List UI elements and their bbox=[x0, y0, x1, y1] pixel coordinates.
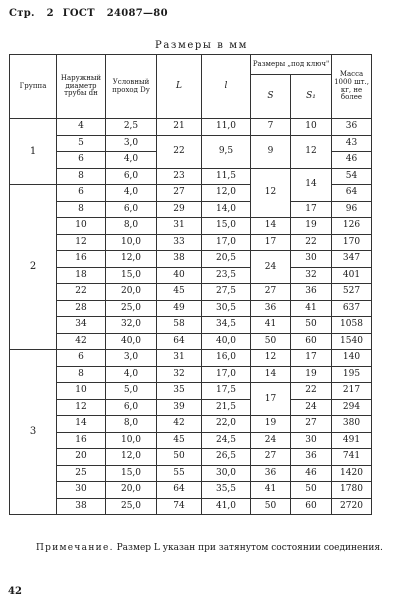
cell-l: 17,5 bbox=[202, 383, 251, 400]
cell-L: 29 bbox=[157, 201, 202, 218]
table-caption: Размеры в мм bbox=[155, 40, 248, 51]
page-header bbox=[9, 8, 168, 19]
cell-outer-diameter: 5 bbox=[57, 135, 106, 152]
cell-L: 23 bbox=[157, 168, 202, 185]
cell-L: 22 bbox=[157, 135, 202, 168]
cell-S: 9 bbox=[251, 135, 291, 168]
cell-S1: 30 bbox=[291, 432, 332, 449]
col-length-l: l bbox=[202, 55, 251, 119]
cell-mass: 637 bbox=[332, 300, 372, 317]
cell-mass: 195 bbox=[332, 366, 372, 383]
table-row bbox=[10, 465, 372, 482]
cell-nominal-bore: 4,0 bbox=[106, 152, 157, 169]
cell-outer-diameter: 6 bbox=[57, 350, 106, 367]
cell-mass: 96 bbox=[332, 201, 372, 218]
cell-mass: 64 bbox=[332, 185, 372, 202]
page-num: 2 bbox=[46, 8, 54, 19]
col-mass: Масса 1000 шт., кг, не более bbox=[332, 55, 372, 119]
cell-S1: 10 bbox=[291, 119, 332, 136]
col-S: S bbox=[251, 75, 291, 119]
col-S1: S₁ bbox=[291, 75, 332, 119]
cell-L: 55 bbox=[157, 465, 202, 482]
cell-L: 49 bbox=[157, 300, 202, 317]
cell-S: 17 bbox=[251, 234, 291, 251]
cell-L: 35 bbox=[157, 383, 202, 400]
footnote-text: Размер L указан при затянутом состоянии соединения. bbox=[116, 543, 383, 553]
cell-outer-diameter: 8 bbox=[57, 366, 106, 383]
cell-S: 27 bbox=[251, 284, 291, 301]
cell-l: 40,0 bbox=[202, 333, 251, 350]
cell-outer-diameter: 22 bbox=[57, 284, 106, 301]
cell-nominal-bore: 3,0 bbox=[106, 350, 157, 367]
dimensions-table bbox=[9, 54, 372, 515]
cell-S1: 17 bbox=[291, 201, 332, 218]
table-row bbox=[10, 482, 372, 499]
cell-nominal-bore: 2,5 bbox=[106, 119, 157, 136]
cell-nominal-bore: 5,0 bbox=[106, 383, 157, 400]
cell-nominal-bore: 12,0 bbox=[106, 251, 157, 268]
col-length-L: L bbox=[157, 55, 202, 119]
cell-S: 50 bbox=[251, 498, 291, 515]
table-row bbox=[10, 218, 372, 235]
cell-S: 12 bbox=[251, 168, 291, 218]
cell-l: 20,5 bbox=[202, 251, 251, 268]
cell-nominal-bore: 20,0 bbox=[106, 482, 157, 499]
cell-mass: 294 bbox=[332, 399, 372, 416]
cell-outer-diameter: 42 bbox=[57, 333, 106, 350]
table-row bbox=[10, 251, 372, 268]
cell-mass: 491 bbox=[332, 432, 372, 449]
cell-l: 41,0 bbox=[202, 498, 251, 515]
cell-l: 17,0 bbox=[202, 366, 251, 383]
table-row bbox=[10, 366, 372, 383]
cell-outer-diameter: 8 bbox=[57, 201, 106, 218]
table-row bbox=[10, 135, 372, 152]
cell-S: 41 bbox=[251, 317, 291, 334]
cell-outer-diameter: 12 bbox=[57, 399, 106, 416]
cell-L: 45 bbox=[157, 432, 202, 449]
cell-outer-diameter: 20 bbox=[57, 449, 106, 466]
table-row bbox=[10, 119, 372, 136]
cell-l: 27,5 bbox=[202, 284, 251, 301]
cell-mass: 347 bbox=[332, 251, 372, 268]
table-row bbox=[10, 284, 372, 301]
cell-S: 19 bbox=[251, 416, 291, 433]
cell-l: 30,0 bbox=[202, 465, 251, 482]
cell-S: 7 bbox=[251, 119, 291, 136]
cell-L: 64 bbox=[157, 333, 202, 350]
group-cell: 1 bbox=[10, 119, 57, 185]
cell-S: 27 bbox=[251, 449, 291, 466]
cell-S: 14 bbox=[251, 366, 291, 383]
cell-outer-diameter: 16 bbox=[57, 432, 106, 449]
cell-nominal-bore: 10,0 bbox=[106, 234, 157, 251]
cell-S: 36 bbox=[251, 465, 291, 482]
cell-mass: 1540 bbox=[332, 333, 372, 350]
cell-S1: 22 bbox=[291, 234, 332, 251]
cell-S1: 19 bbox=[291, 366, 332, 383]
group-cell: 3 bbox=[10, 350, 57, 515]
cell-nominal-bore: 6,0 bbox=[106, 399, 157, 416]
table-row bbox=[10, 201, 372, 218]
table-row bbox=[10, 234, 372, 251]
cell-mass: 2720 bbox=[332, 498, 372, 515]
cell-nominal-bore: 15,0 bbox=[106, 267, 157, 284]
table-row bbox=[10, 350, 372, 367]
cell-nominal-bore: 8,0 bbox=[106, 416, 157, 433]
cell-mass: 741 bbox=[332, 449, 372, 466]
cell-S1: 50 bbox=[291, 482, 332, 499]
cell-L: 45 bbox=[157, 284, 202, 301]
cell-outer-diameter: 18 bbox=[57, 267, 106, 284]
cell-L: 21 bbox=[157, 119, 202, 136]
cell-nominal-bore: 25,0 bbox=[106, 300, 157, 317]
cell-mass: 1058 bbox=[332, 317, 372, 334]
cell-outer-diameter: 30 bbox=[57, 482, 106, 499]
cell-nominal-bore: 8,0 bbox=[106, 218, 157, 235]
cell-nominal-bore: 25,0 bbox=[106, 498, 157, 515]
cell-S1: 36 bbox=[291, 449, 332, 466]
cell-L: 33 bbox=[157, 234, 202, 251]
table-row bbox=[10, 267, 372, 284]
cell-S: 50 bbox=[251, 333, 291, 350]
cell-mass: 1420 bbox=[332, 465, 372, 482]
cell-L: 31 bbox=[157, 218, 202, 235]
cell-S1: 12 bbox=[291, 135, 332, 168]
col-wrench-sizes: Размеры „под ключ" bbox=[251, 55, 332, 75]
cell-l: 24,5 bbox=[202, 432, 251, 449]
cell-outer-diameter: 12 bbox=[57, 234, 106, 251]
footnote-label: Примечание. bbox=[36, 543, 114, 553]
cell-nominal-bore: 15,0 bbox=[106, 465, 157, 482]
cell-mass: 43 bbox=[332, 135, 372, 152]
cell-l: 23,5 bbox=[202, 267, 251, 284]
cell-S: 36 bbox=[251, 300, 291, 317]
cell-outer-diameter: 8 bbox=[57, 168, 106, 185]
cell-S1: 46 bbox=[291, 465, 332, 482]
cell-l: 12,0 bbox=[202, 185, 251, 202]
cell-S1: 19 bbox=[291, 218, 332, 235]
cell-nominal-bore: 6,0 bbox=[106, 168, 157, 185]
cell-S: 14 bbox=[251, 218, 291, 235]
cell-S1: 41 bbox=[291, 300, 332, 317]
standard-label: ГОСТ bbox=[62, 8, 95, 19]
table-row bbox=[10, 449, 372, 466]
cell-S1: 60 bbox=[291, 498, 332, 515]
cell-L: 31 bbox=[157, 350, 202, 367]
cell-S1: 24 bbox=[291, 399, 332, 416]
cell-outer-diameter: 25 bbox=[57, 465, 106, 482]
cell-S1: 22 bbox=[291, 383, 332, 400]
cell-nominal-bore: 4,0 bbox=[106, 366, 157, 383]
cell-L: 39 bbox=[157, 399, 202, 416]
table-row bbox=[10, 333, 372, 350]
cell-nominal-bore: 4,0 bbox=[106, 185, 157, 202]
cell-l: 22,0 bbox=[202, 416, 251, 433]
cell-l: 35,5 bbox=[202, 482, 251, 499]
cell-S: 41 bbox=[251, 482, 291, 499]
cell-l: 16,0 bbox=[202, 350, 251, 367]
cell-S1: 17 bbox=[291, 350, 332, 367]
cell-l: 26,5 bbox=[202, 449, 251, 466]
cell-outer-diameter: 6 bbox=[57, 185, 106, 202]
col-group: Группа bbox=[10, 55, 57, 119]
cell-outer-diameter: 28 bbox=[57, 300, 106, 317]
cell-L: 42 bbox=[157, 416, 202, 433]
cell-mass: 527 bbox=[332, 284, 372, 301]
cell-l: 11,5 bbox=[202, 168, 251, 185]
cell-L: 50 bbox=[157, 449, 202, 466]
cell-nominal-bore: 12,0 bbox=[106, 449, 157, 466]
cell-mass: 126 bbox=[332, 218, 372, 235]
cell-nominal-bore: 10,0 bbox=[106, 432, 157, 449]
cell-S: 17 bbox=[251, 383, 291, 416]
table-row bbox=[10, 383, 372, 400]
cell-mass: 54 bbox=[332, 168, 372, 185]
col-outer-diameter: Наружный диаметр трубы dн bbox=[57, 55, 106, 119]
cell-nominal-bore: 40,0 bbox=[106, 333, 157, 350]
table-row bbox=[10, 300, 372, 317]
cell-L: 38 bbox=[157, 251, 202, 268]
table-row bbox=[10, 168, 372, 185]
cell-L: 74 bbox=[157, 498, 202, 515]
footnote bbox=[36, 543, 383, 553]
cell-l: 21,5 bbox=[202, 399, 251, 416]
cell-outer-diameter: 10 bbox=[57, 383, 106, 400]
cell-S1: 50 bbox=[291, 317, 332, 334]
cell-mass: 140 bbox=[332, 350, 372, 367]
standard-number: 24087—80 bbox=[106, 8, 168, 19]
cell-l: 11,0 bbox=[202, 119, 251, 136]
cell-mass: 380 bbox=[332, 416, 372, 433]
cell-mass: 46 bbox=[332, 152, 372, 169]
cell-S1: 14 bbox=[291, 168, 332, 201]
cell-l: 14,0 bbox=[202, 201, 251, 218]
cell-nominal-bore: 32,0 bbox=[106, 317, 157, 334]
cell-mass: 217 bbox=[332, 383, 372, 400]
cell-outer-diameter: 16 bbox=[57, 251, 106, 268]
cell-L: 64 bbox=[157, 482, 202, 499]
table-row bbox=[10, 416, 372, 433]
cell-outer-diameter: 10 bbox=[57, 218, 106, 235]
cell-nominal-bore: 3,0 bbox=[106, 135, 157, 152]
cell-l: 30,5 bbox=[202, 300, 251, 317]
cell-outer-diameter: 38 bbox=[57, 498, 106, 515]
cell-l: 9,5 bbox=[202, 135, 251, 168]
cell-l: 34,5 bbox=[202, 317, 251, 334]
cell-S: 12 bbox=[251, 350, 291, 367]
page-label: Стр. bbox=[9, 8, 35, 19]
cell-outer-diameter: 14 bbox=[57, 416, 106, 433]
cell-L: 27 bbox=[157, 185, 202, 202]
col-nominal-bore: Условный проход Dу bbox=[106, 55, 157, 119]
cell-S1: 30 bbox=[291, 251, 332, 268]
cell-S: 24 bbox=[251, 251, 291, 284]
table-row bbox=[10, 317, 372, 334]
cell-nominal-bore: 20,0 bbox=[106, 284, 157, 301]
cell-L: 58 bbox=[157, 317, 202, 334]
cell-mass: 401 bbox=[332, 267, 372, 284]
cell-L: 32 bbox=[157, 366, 202, 383]
group-cell: 2 bbox=[10, 185, 57, 350]
page-number: 42 bbox=[8, 586, 22, 597]
cell-S1: 36 bbox=[291, 284, 332, 301]
cell-mass: 170 bbox=[332, 234, 372, 251]
cell-S1: 60 bbox=[291, 333, 332, 350]
table-row bbox=[10, 399, 372, 416]
cell-outer-diameter: 34 bbox=[57, 317, 106, 334]
cell-mass: 1780 bbox=[332, 482, 372, 499]
cell-S1: 32 bbox=[291, 267, 332, 284]
cell-L: 40 bbox=[157, 267, 202, 284]
cell-outer-diameter: 4 bbox=[57, 119, 106, 136]
cell-l: 15,0 bbox=[202, 218, 251, 235]
cell-outer-diameter: 6 bbox=[57, 152, 106, 169]
cell-nominal-bore: 6,0 bbox=[106, 201, 157, 218]
cell-mass: 36 bbox=[332, 119, 372, 136]
table-row bbox=[10, 498, 372, 515]
cell-S: 24 bbox=[251, 432, 291, 449]
cell-l: 17,0 bbox=[202, 234, 251, 251]
table-row bbox=[10, 432, 372, 449]
cell-S1: 27 bbox=[291, 416, 332, 433]
